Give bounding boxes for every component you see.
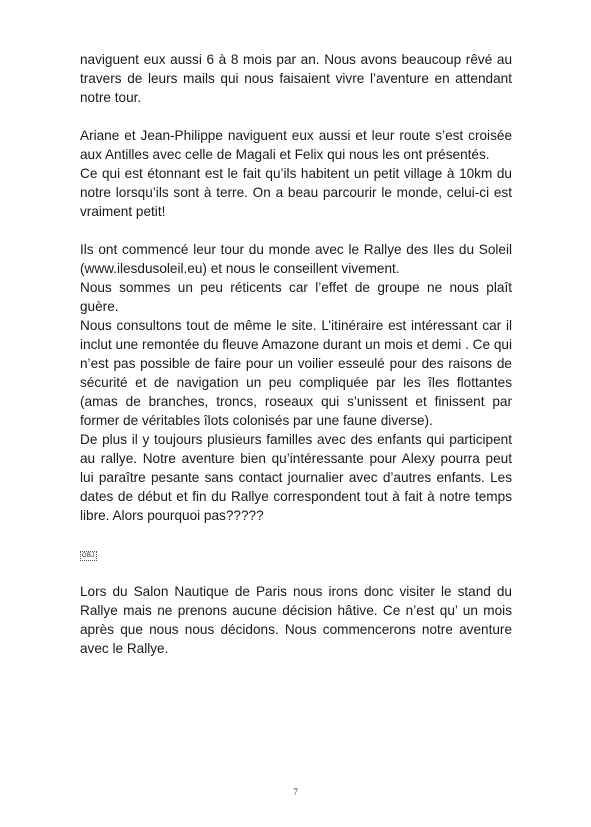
paragraph-salon: Lors du Salon Nautique de Paris nous irons donc visiter le stand du Rallye mais ne prenons aucune décision hâtive. Ce n’est qu’ un mois après que nous nous décidons. Nous commencerons notre aventure avec le Rallye. (80, 584, 512, 656)
object-placeholder-icon: OBJ (82, 553, 95, 559)
paragraph-village: Ce qui est étonnant est le fait qu’ils habitent un petit village à 10km du notre lorsqu’ils sont à terre. On a beau parcourir le monde, celui-ci est vraiment petit! (80, 166, 512, 219)
paragraph-ariane: Ariane et Jean-Philippe naviguent eux aussi et leur route s’est croisée aux Antilles avec celle de Magali et Felix qui nous les ont présentés. (80, 128, 512, 162)
paragraph-reticents: Nous sommes un peu réticents car l’effet de groupe ne nous plaît guère. (80, 280, 512, 314)
paragraph-intro: naviguent eux aussi 6 à 8 mois par an. Nous avons beaucoup rêvé au travers de leurs mails qui nous faisaient vivre l’aventure en attendant notre tour. (80, 52, 512, 105)
paragraph-familles: De plus il y toujours plusieurs familles avec des enfants qui participent au rallye. Notre aventure bien qu’intéressante pour Alexy pourra peut lui paraître pesante sans contact journalier avec d’autres enfants. Les dates de début et fin du Rallye correspondent tout à fait à notre temps libre. Alors pourquoi pas????? (80, 432, 512, 523)
paragraph-rallye: Ils ont commencé leur tour du monde avec le Rallye des Iles du Soleil (www.ilesdusoleil.eu) et nous le conseillent vivement. (80, 242, 512, 276)
document-page (80, 50, 512, 658)
paragraph-itineraire: Nous consultons tout de même le site. L’itinéraire est intéressant car il inclut une remontée du fleuve Amazone durant un mois et demi . Ce qui n’est pas possible de faire pour un voilier esseulé pour des raisons de sécurité et de navigation un peu compliquée par les îles flottantes (amas de branches, troncs, roseaux qui s’unissent et finissent par former de véritables îlots colonisés par une faune diverse). (80, 318, 512, 428)
page-number: 7 (293, 787, 298, 797)
